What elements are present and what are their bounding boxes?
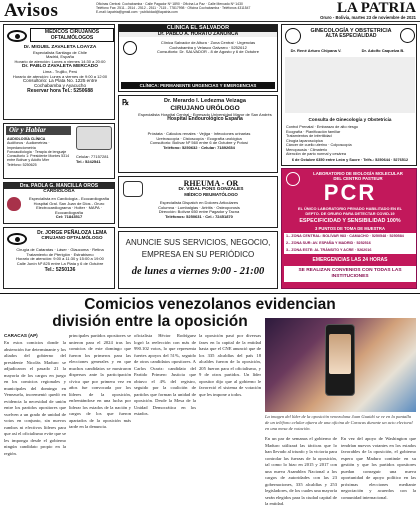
- office-address: Cochabamba y Ayacucho: [33, 82, 86, 88]
- rx-icon: ℞: [122, 98, 130, 107]
- emergency-label: EMERGENCIAS LAS 24 HORAS: [312, 257, 388, 263]
- header-line: E-mail: lapatria@gmail.com · publicidad@lapatria.com: [96, 10, 178, 15]
- eye-icon: [7, 233, 27, 245]
- doctor-specialty: CIRUJANO OFTALMÓLOGO: [41, 235, 103, 240]
- service-line: Control Prenatal · Embarazo de alto riesgo: [286, 125, 358, 129]
- doctor-name: Dr. René Arturo Chipana V.: [290, 48, 342, 53]
- newspaper-brand: LA PATRIA: [336, 0, 416, 16]
- article-headline: división entre la oposición: [52, 313, 248, 330]
- doctor-specialty: CIRUJANO URÓLOGO: [170, 104, 240, 112]
- article-column: principales partidos opositores se unieron para el 2024 tras los comicios de este domingo que fueron los primeros para las elecciones generales y en que muchos candidatos se mostraron dispersos ante la participación cívica que por primera vez en años fue convocada por los líderes de la oposición, enfrentándose en una lucha por liderar los estados de la nación y cargos de los que fueron apartados de la oposición más tarde en la denuncia.: [69, 333, 131, 429]
- ad-medicos-oftalmologos: [3, 24, 115, 120]
- office-address: Dirección: Bolívar 650 entre Pagador y Tacna: [158, 209, 240, 215]
- reserve-phone: Reservar hora Tel.: 5250688: [27, 88, 93, 95]
- masthead: [0, 0, 420, 22]
- header-line: Oficinas Central: Cochabamba · Calle Pagador Nº 1890 · Oficina La Paz · Calle Mercado Nº 1430: [96, 2, 243, 6]
- service-line: Cirugía laparoscópica: [286, 138, 323, 143]
- article-column: En un par de semanas el gobierno de Maduro utilizará las tácticas que lo han llevado al triunfo y la victoria para controlar las fuerzas de la oposición, tal como lo hizo en 2015 y 2017 con una nueva Asamblea Nacional a los cargos de autoridades con las 23 gobernaciones, 335 alcaldías y 253 legisladores, de los cuales una mayoría serán elegidos para la ciudad capital de la entidad.: [265, 436, 337, 506]
- ad-line: ANUNCIE SUS SERVICIOS, NEGOCIO,: [125, 238, 271, 247]
- office-hours: Horario de atención: 9:00 a 11:30 y 15:00 a 19:00: [16, 256, 104, 262]
- doctor-specialty: Lima - Trujillo, Perú: [42, 68, 78, 74]
- service-line: Audífonos · Audiometrías · Impedanciometría: [7, 141, 50, 150]
- ad-subtitle: Dr. PABLO A. HORATO ZANONCA: [119, 32, 277, 37]
- phone: Teléfonos: 5250631 · Cel.: 72451870: [165, 213, 233, 219]
- clinic-logo-icon: [400, 28, 415, 43]
- ad-cardiologa: [3, 182, 115, 224]
- ad-urologo-ledezma: [118, 95, 278, 173]
- service-line: Hospital Gral. San Juan de Dios - Oruro: [33, 200, 105, 206]
- article-column: oficialista Héctor Rodríguez logró la reelección con más de 990.102 votos, lo que representa fuertes apoyos del 51%, seguido de otros candidatos opositores. A Carlos Ocariz: candidato del Partido Primero Justicia que obtuvo el 4% del registro, seguido por la coalición de partidos que forman la unidad de oposición. Desde la Mesa de la Unidad Democrática en los estados.: [134, 333, 196, 416]
- service-line: Atención de parto normal y cesárea: [286, 152, 346, 156]
- ad-title: LABORATORIO DE BIOLOGÍA MOLECULAR: [313, 171, 403, 176]
- service-line: Consultorio: Dr. SALVADOR - 8 de Agosto y 6 de Octubre: [157, 49, 259, 55]
- service-line: AUDIOLOGÍA CLÍNICA: [7, 137, 46, 141]
- ad-anuncie: [118, 231, 278, 289]
- hospital-name: Hospital Endourológico España: [167, 116, 243, 123]
- office-hours: Horario de atención: Lunes a viernes 14:30 a 20:00: [14, 58, 106, 64]
- service-line: Cirugía de Cataratas · Láser · Glaucoma · Retina: [16, 247, 104, 252]
- ad-subtitle: CARDIÓLOGA: [43, 188, 75, 193]
- ad-oftalmologo-penaloza: [3, 227, 115, 289]
- article-photo: [265, 318, 416, 412]
- doctor-city: Madrid, España: [45, 54, 74, 60]
- ad-reumatologo: [118, 176, 278, 228]
- ad-pcr-laboratorio: [281, 168, 417, 289]
- ad-hours: de lunes a viernes 9:00 - 21:00: [131, 266, 265, 277]
- service-line: Menopausia · Climaterio: [286, 147, 328, 152]
- service-line: Fonoaudiología · Terapia de lenguaje: [7, 149, 67, 154]
- office-hours: Horario de atención: Lunes a viernes de 9:00 a 12:00: [12, 73, 108, 79]
- service-line: Uretroscopía · Cistoscopía · Ecografía urológica: [156, 135, 242, 141]
- ad-title: DEL CENTRO PASTEUR: [333, 176, 383, 181]
- results-label: 3 PUNTOS DE TOMA DE MUESTRA: [315, 226, 385, 231]
- ad-title: MÉDICOS CIRUJANOS: [44, 29, 100, 35]
- phone: Tel.: 5250136: [44, 267, 76, 274]
- pcr-heading: PCR: [323, 180, 377, 205]
- doctor-name: Dr. JORGE PEÑALOZA LEMA: [37, 230, 107, 236]
- newspaper-date: Oruro - Bolivia, martes 23 de noviembre de 2021: [320, 15, 416, 20]
- ad-subtitle: ALTA ESPECIALIDAD: [325, 33, 377, 40]
- article-column: En estos comicios donde la abstención fue determinante y los aliados del gobierno del presidente Nicolás Maduro se adjudicaron el pasado 21 la mayoría de los cargos en juego en los comicios regionales y municipales del domingo en Venezuela, incrementó quedó en evidencia la necesidad de unión entre los partidos opositores que vuelven a un grado de unidad de votos en conjunto, sin nuevos rumbos ni efectivos líderes para que así el oficialismo evite que se les imponga desde el gobierno ningún candidato propio en la región.: [4, 340, 66, 456]
- ear-icon: [76, 126, 112, 150]
- emergency-banner: CLÍNICA: PERMANENTE URGENCIAS Y EMERGENCIAS: [121, 82, 275, 89]
- doctor-specialty: MÉDICO REUMATÓLOGO: [184, 191, 238, 197]
- header-contact-info: [96, 2, 311, 15]
- ad-clinica-el-salvador: [118, 24, 278, 92]
- ad-title: GINECOLOGÍA Y OBSTETRICIA: [310, 28, 392, 34]
- article-column: En vez del apoyo de Washington que tendrían nuevos votantes en los estados favorables de la oposición, el gobierno espera que Maduro continúe en su gestión y que los partidos opositores puedan conseguir una nueva oportunidad de apoyo político en las próximas elecciones mediante negociación y acuerdos con la comunidad internacional.: [341, 436, 416, 500]
- service-line: Tratamiento de Pterigión · Estrabismo: [26, 251, 94, 257]
- service-line: Especialista en Cardiología - Ecocardiografía: [28, 196, 110, 201]
- ad-ginecologia: [281, 24, 417, 166]
- ad-line: DEPTO. DE ORURO PARA DETECTAR COVID-19: [305, 210, 395, 216]
- sampling-site: 1.- ZONA CENTRAL: BOLÍVAR 983 · CAMACHO · 5250548 · 5250584: [286, 234, 404, 238]
- office-address: Calle Junín Nº 825 entre La Plata y 6 de Octubre: [16, 260, 104, 266]
- sampling-site: 2.- ZONA SUR: AV. ESPAÑA Y MADRID · 5252516: [286, 241, 371, 245]
- office-address: Consultorio: La Plata No. 1225 entre: [22, 78, 98, 84]
- ad-line: EMPRESA EN SU PERIÓDICO: [141, 250, 255, 259]
- clinic-logo-icon: [285, 28, 301, 44]
- heart-icon: [7, 197, 21, 211]
- joint-icon: [123, 181, 143, 197]
- ad-line: EL ÚNICO LABORATORIO PRIVADO HABILITADO EN EL: [297, 206, 403, 211]
- ad-center-title: Consulta de Ginecología y Obstetricia: [308, 117, 392, 122]
- service-line: Próstata · Cálculos renales · Vejiga · Infecciones urinarias: [147, 131, 251, 136]
- dateline: CARACAS (AP): [4, 333, 38, 338]
- cell-phone: Celular: 77157281: [76, 154, 109, 159]
- service-line: Especialista Dispatch en Dolores Articulares: [159, 200, 239, 205]
- ad-title: CLÍNICA EL SALVADOR: [119, 25, 277, 32]
- phone: Tel.: 5242541: [76, 159, 101, 164]
- service-line: Clínica Salvador de Altura · Zona Central · Urgencias: [160, 40, 256, 45]
- specificity-label: ESPECIFICIDAD Y SENSIBILIDAD 100%: [299, 218, 401, 224]
- ad-title: Oír y Hablar: [6, 126, 71, 135]
- ad-title: OFTALMÓLOGOS: [50, 35, 94, 41]
- ad-title: RHEUMA - OR: [183, 179, 239, 188]
- service-line: Cochabamba y Velasco Galvarro · 5252612: [169, 44, 247, 50]
- article-headline: Comicios venezolanos evidencian: [84, 296, 336, 313]
- office-address: 6 de Octubre 6350 entre León y Sucre · Telfs.: 5250644 · 5276512: [291, 158, 409, 162]
- phone: Cel: 71843517: [55, 214, 83, 220]
- doctor-name: Dr. VIDAL PONS GONZALES: [178, 187, 244, 192]
- service-line: Consultorio 1: Presidente Montes 5314 entre Bolívar y Adolfo Mier: [7, 154, 70, 163]
- doctor-name: Dr. MIGUEL ZAVALETA LOAYZA: [23, 45, 97, 50]
- agreements-label: SE REALIZAN CONVENIOS CON TODAS LAS INSTITUCIONES: [284, 266, 416, 282]
- service-line: Cáncer de cuello uterino · Colposcopía: [286, 143, 352, 147]
- doctor-specialty: Especialista Santiago de Chile: [32, 49, 88, 55]
- service-line: Tratamientos de infertilidad: [286, 134, 332, 138]
- ad-title: Dra. PAOLA G. MANCILLA OROS: [4, 183, 114, 189]
- article-column: la oposición pasó por diversas fases en la capital de la entidad hasta que el CNE anunció que de los 335 alcaldías del país 18 alcaldes fueron de la oposición, 205 fueron para el oficialismo, y 9 de otros partidos. Un líder opositor dijo que al gobierno le favoreció el sistema de votación que les impone a todos.: [199, 333, 261, 397]
- service-line: Columna · Lumbalgias · Artritis · Osteoporosis: [158, 204, 240, 210]
- sampling-site: 3.- ZONA ESTE: AL TRÁNSITO Y ACRE · 5262016: [286, 248, 372, 252]
- office-address: Consultorio: Bolívar Nº 560 entre 6 de Octubre y Potosí: [149, 140, 249, 146]
- ad-oir-hablar: [3, 123, 115, 179]
- doctor-name: Dr. Adolfo Caquelza B.: [361, 48, 405, 53]
- service-line: Electrocardiograma · Holter · MAPA · Ecocardiografía: [36, 205, 102, 215]
- clinic-logo-icon: [123, 41, 137, 55]
- doctor-name: Dr. PABLO ZAVALETA MERCADO: [22, 64, 98, 70]
- eye-icon: [7, 30, 27, 42]
- service-line: Ecografía · Planificación familiar: [286, 129, 341, 134]
- doctor-name: Dr. Merardo I. Ledezma Veizaga: [164, 98, 246, 104]
- section-title: Avisos: [4, 0, 59, 21]
- phone: Teléfono: 5250632 · Celular: 71892654: [163, 144, 235, 150]
- doctor-credentials: Especialista Hospital Central · Egresado Universidad Mayor de San Andrés: [138, 111, 272, 117]
- header-line: Teléfono Fax: 2511 - 2514 - 2512 - 2511 · 7115 - 77817998 · Oficina Cochabamba · Teléfonos 4311547: [96, 6, 251, 11]
- service-line: Teléfono: 5250625: [7, 162, 37, 167]
- photo-caption: La imagen del líder de la oposición venezolana Juan Guaidó se ve en la pantalla de un teléfono celular afuera de una oficina de Caracas durante un acto electoral en una mesa de votación.: [265, 414, 413, 431]
